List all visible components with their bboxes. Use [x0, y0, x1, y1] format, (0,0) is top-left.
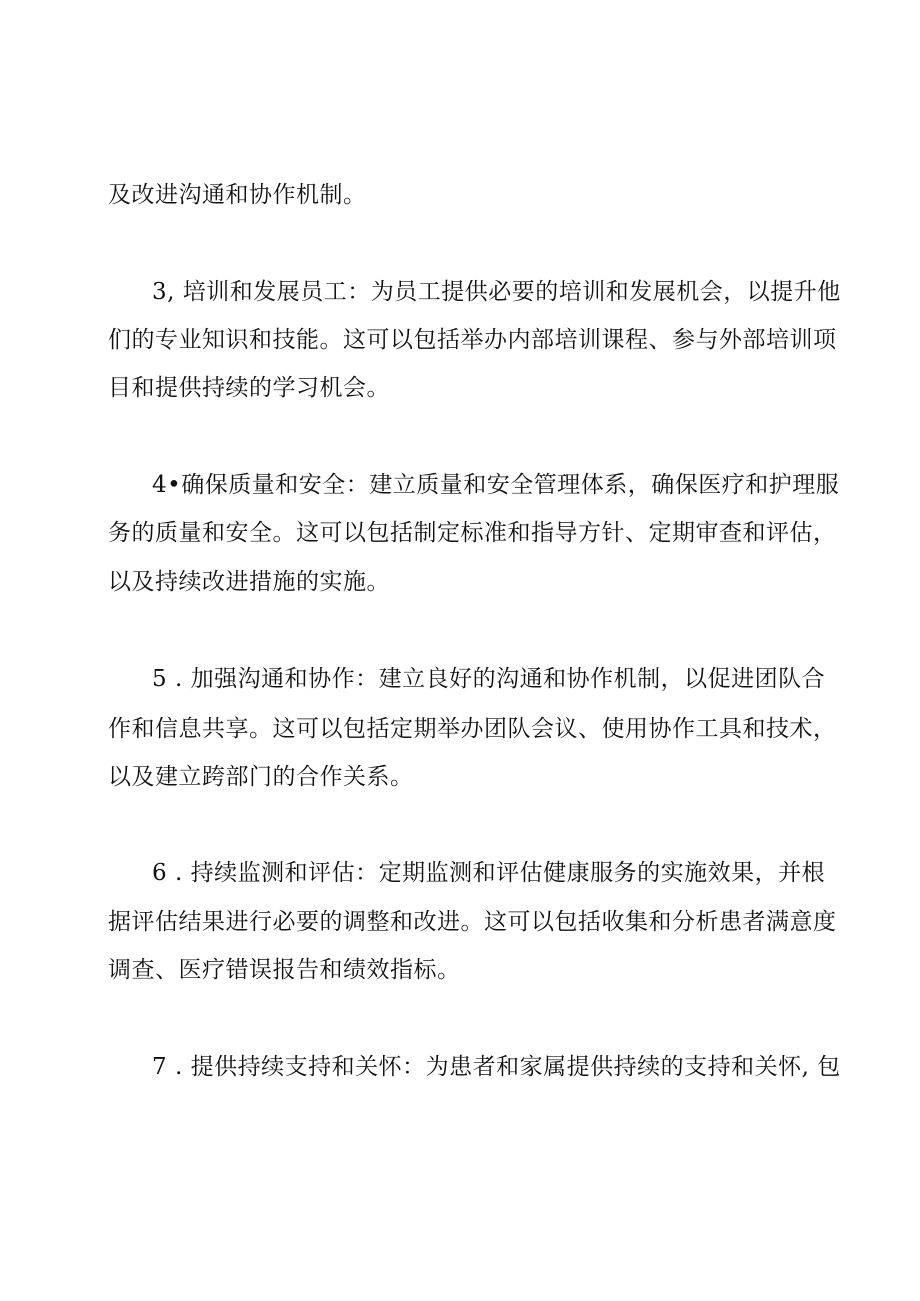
item-4-line-1: 4•确保质量和安全：建立质量和安全管理体系，确保医疗和护理服	[152, 472, 840, 498]
paragraph-continuation-line: 及改进沟通和协作机制。	[108, 182, 367, 208]
item-4-line-2: 务的质量和安全。这可以包括制定标准和指导方针、定期审查和评估，	[108, 520, 837, 546]
item-6-line-3: 调查、医疗错误报告和绩效指标。	[108, 957, 461, 983]
item-4-line-3: 以及持续改进措施的实施。	[108, 569, 390, 595]
item-3-line-3: 目和提供持续的学习机会。	[108, 375, 390, 401]
item-5-line-2: 作和信息共享。这可以包括定期举办团队会议、使用协作工具和技术，	[108, 716, 837, 742]
item-6-line-2: 据评估结果进行必要的调整和改进。这可以包括收集和分析患者满意度	[108, 909, 837, 935]
item-3-line-2: 们的专业知识和技能。这可以包括举办内部培训课程、参与外部培训项	[108, 327, 837, 353]
item-7-line-1: 7 . 提供持续支持和关怀：为患者和家属提供持续的支持和关怀, 包	[152, 1054, 841, 1080]
item-3-line-1: 3, 培训和发展员工：为员工提供必要的培训和发展机会，以提升他	[152, 279, 841, 305]
item-5-line-3: 以及建立跨部门的合作关系。	[108, 764, 414, 790]
item-6-line-1: 6 . 持续监测和评估：定期监测和评估健康服务的实施效果，并根	[152, 860, 826, 886]
item-5-line-1: 5 . 加强沟通和协作：建立良好的沟通和协作机制，以促进团队合	[152, 666, 826, 692]
